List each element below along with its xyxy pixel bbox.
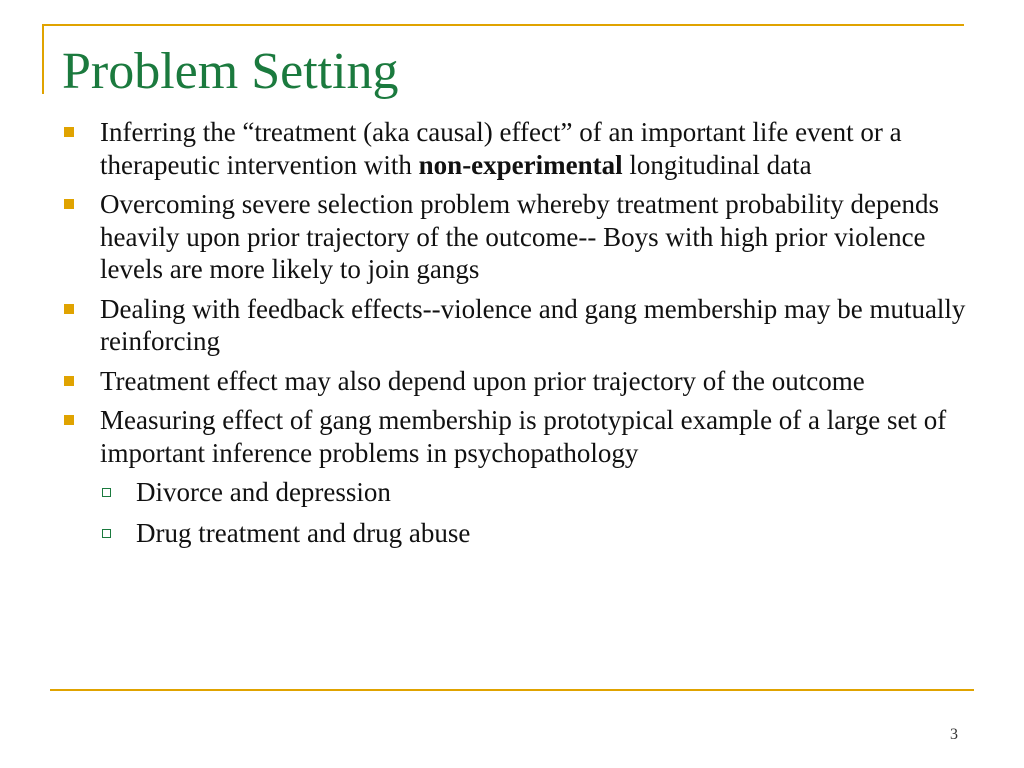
slide-title: Problem Setting <box>62 43 399 100</box>
frame-top-line <box>42 24 964 26</box>
hollow-square-bullet-icon <box>102 488 111 497</box>
sub-bullet-text-1: Divorce and depression <box>136 477 391 507</box>
frame-left-line <box>42 24 44 94</box>
page-number: 3 <box>950 726 958 743</box>
square-bullet-icon <box>64 127 74 137</box>
frame-bottom-line <box>50 689 974 691</box>
square-bullet-icon <box>64 415 74 425</box>
sub-bullet-text-2: Drug treatment and drug abuse <box>136 517 471 548</box>
bullet-text-2: Overcoming severe selection problem whereby treatment probability depends heavily upon prior trajectory of the outcome-- Boys with high prior violence levels are more likely to join gangs <box>100 189 939 284</box>
bullet-text-1-post: longitudinal data <box>622 149 812 180</box>
bullet-text-4: Treatment effect may also depend upon prior trajectory of the outcome <box>100 365 865 396</box>
sub-bullet-item-2 <box>62 517 967 550</box>
bullet-list <box>62 116 967 557</box>
bullet-item-4 <box>62 365 967 398</box>
bullet-item-2 <box>62 188 967 286</box>
bullet-text-5: Measuring effect of gang membership is prototypical example of a large set of important inference problems in psychopathology <box>100 405 947 468</box>
bullet-item-1 <box>62 116 967 181</box>
bullet-text-3: Dealing with feedback effects--violence and gang membership may be mutually reinforcing <box>100 293 966 356</box>
bullet-text-1-pre: Inferring the “treatment (aka causal) effect” of an important life event or a therapeutic intervention with <box>100 117 902 180</box>
square-bullet-icon <box>64 376 74 386</box>
bullet-text-1-bold: non-experimental <box>418 149 623 180</box>
hollow-square-bullet-icon <box>102 529 111 538</box>
sub-bullet-item-1 <box>62 476 967 509</box>
square-bullet-icon <box>64 199 74 209</box>
bullet-item-3 <box>62 293 967 358</box>
bullet-text-1 <box>100 117 902 180</box>
square-bullet-icon <box>64 304 74 314</box>
bullet-item-5 <box>62 404 967 469</box>
